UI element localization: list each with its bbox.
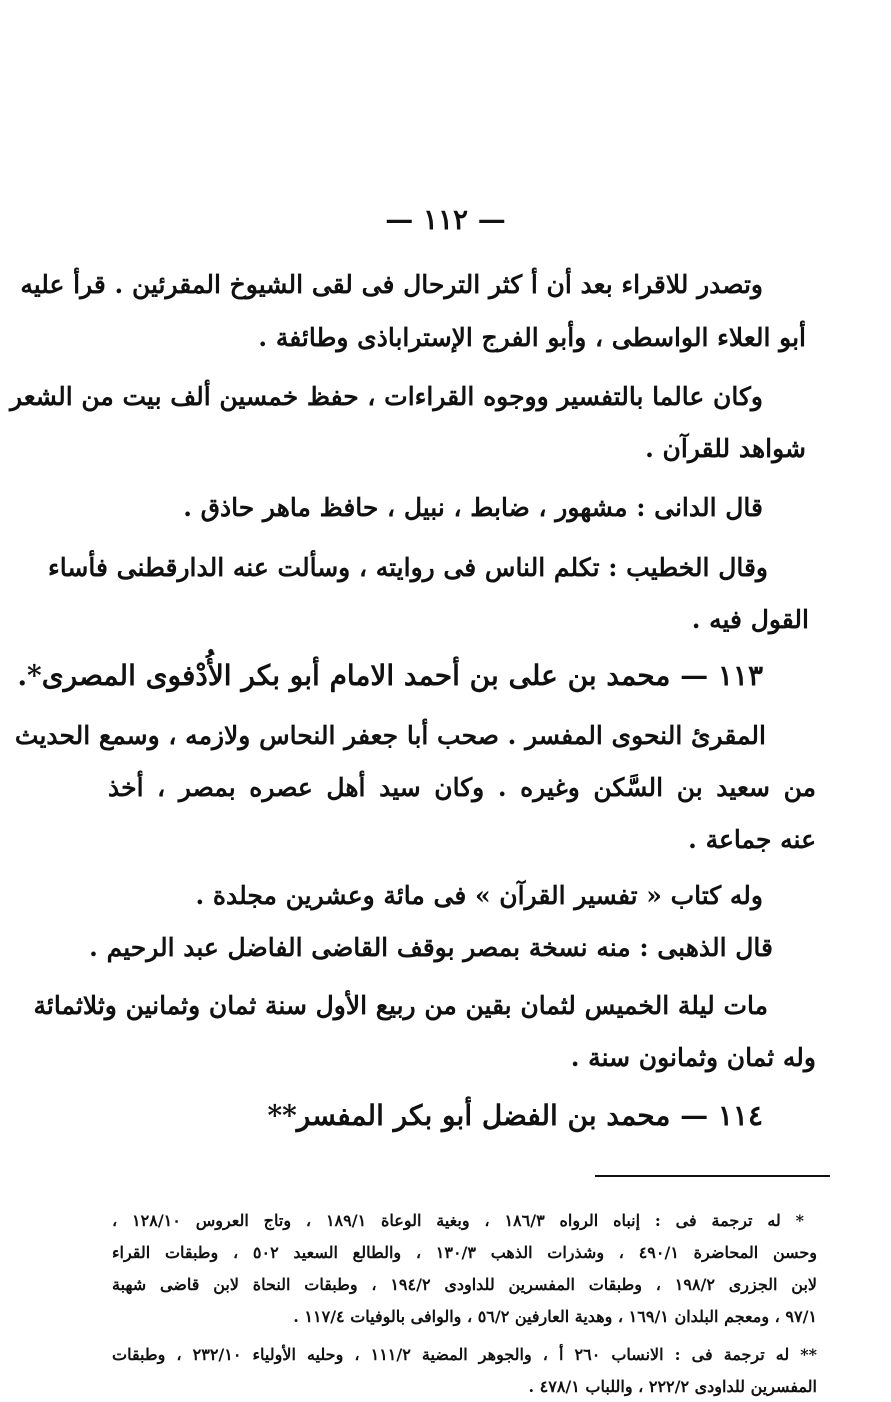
body-line-4: شواهد للقرآن . [645, 434, 806, 463]
body-line-3: وكان عالما بالتفسير ووجوه القراءات ، حفظ خمسين ألف بيت من الشعر [9, 382, 763, 411]
footnote-line-3: لابن الجزرى ١٩٨/٢ ، وطبقات المفسرين للداودى ١٩٤/٢ ، وطبقات النحاة لابن قاضى شهبة [112, 1275, 818, 1294]
body-line-12: وله كتاب « تفسير القرآن » فى مائة وعشرين مجلدة . [195, 881, 763, 910]
body-line-7: القول فيه . [691, 605, 809, 634]
body-line-5: قال الدانى : مشهور ، ضابط ، نبيل ، حافظ ماهر حاذق . [183, 493, 763, 522]
body-line-13: قال الذهبى : منه نسخة بمصر بوقف القاضى الفاضل عبد الرحيم . [89, 933, 773, 962]
body-line-9: المقرئ النحوى المفسر . صحب أبا جعفر النحاس ولازمه ، وسمع الحديث [14, 721, 766, 750]
footnote-line-6: المفسرين للداودى ٢٢٢/٢ ، واللباب ٤٧٨/١ . [528, 1377, 817, 1396]
footnote-divider [595, 1175, 830, 1177]
body-line-14: مات ليلة الخميس لثمان بقين من ربيع الأول سنة ثمان وثمانين وثلاثمائة [33, 991, 768, 1020]
entry-heading-113: ١١٣ — محمد بن على بن أحمد الامام أبو بكر الأُدْفوى المصرى*. [17, 659, 763, 692]
footnote-line-1: * له ترجمة فى : إنباه الرواه ١٨٦/٣ ، وبغية الوعاة ١٨٩/١ ، وتاج العروس ١٢٨/١٠ ، [112, 1211, 805, 1230]
body-line-11: عنه جماعة . [688, 825, 816, 854]
entry-heading-114: ١١٤ — محمد بن الفضل أبو بكر المفسر** [267, 1099, 763, 1132]
body-line-15: وله ثمان وثمانون سنة . [570, 1043, 816, 1072]
body-line-1: وتصدر للاقراء بعد أن أ كثر الترحال فى لقى الشيوخ المقرئين . قرأ عليه [20, 270, 763, 299]
body-line-6: وقال الخطيب : تكلم الناس فى روايته ، وسألت عنه الدارقطنى فأساء [48, 553, 768, 582]
page-number: — ١١٢ — [385, 203, 506, 236]
footnote-line-5: ** له ترجمة فى : الانساب ٢٦٠ أ ، والجوهر المضية ١١١/٢ ، وحليه الأولياء ٢٣٢/١٠ ، وطبقات [112, 1345, 818, 1364]
footnote-line-2: وحسن المحاضرة ٤٩٠/١ ، وشذرات الذهب ١٣٠/٣ ، والطالع السعيد ٥٠٢ ، وطبقات القراء [112, 1243, 818, 1262]
body-line-2: أبو العلاء الواسطى ، وأبو الفرج الإستراباذى وطائفة . [258, 323, 806, 352]
footnote-line-4: ٩٧/١ ، ومعجم البلدان ١٦٩/١ ، وهدية العارفين ٥٦/٢ ، والوافى بالوفيات ١١٧/٤ . [293, 1307, 817, 1326]
body-line-10: من سعيد بن السَّكن وغيره . وكان سيد أهل عصره بمصر ، أخذ [108, 773, 816, 802]
